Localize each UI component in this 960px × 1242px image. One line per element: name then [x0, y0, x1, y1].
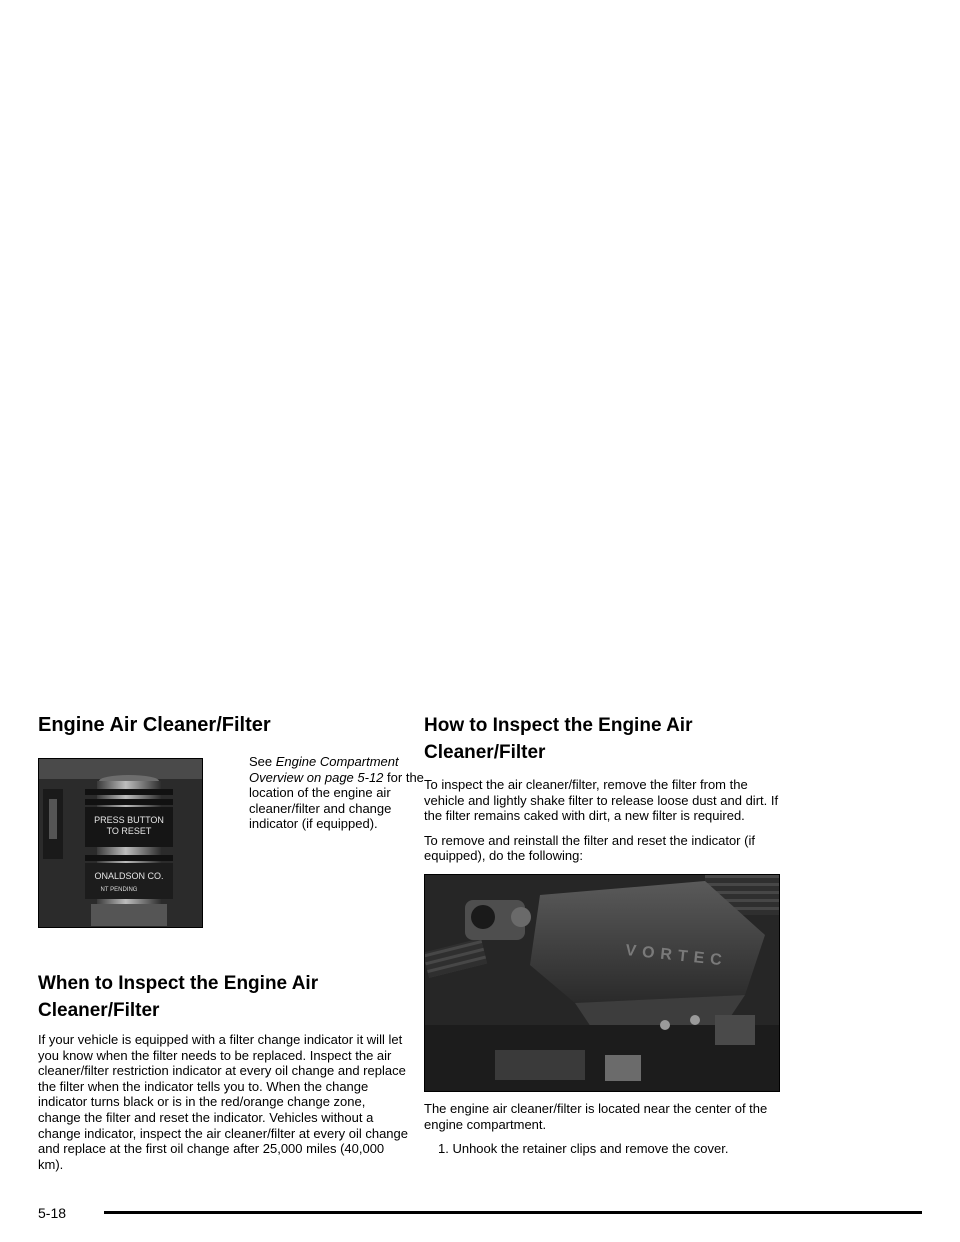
inspect-paragraph: To inspect the air cleaner/filter, remove the filter from the vehicle and lightly shake filter to release loose dust and dirt. If the filter remains caked with dirt, a new filter is required. [424, 777, 779, 824]
footer-rule [104, 1211, 922, 1214]
vortec-cover-label: VORTEC [624, 942, 729, 970]
engine-compartment-photo [424, 874, 780, 1092]
right-column [424, 712, 784, 1157]
see-prefix: See [249, 754, 273, 769]
indicator-label-line1: PRESS BUTTON [94, 815, 164, 825]
left-column [38, 712, 424, 1172]
indicator-label-line3: ONALDSON CO. [94, 871, 164, 881]
filter-intro-block [38, 754, 424, 930]
indicator-label-line4: NT PENDING [100, 887, 138, 893]
page-number: 5-18 [38, 1205, 67, 1221]
see-link[interactable]: Engine Compartment Overview on page 5-12 [249, 754, 399, 785]
engine-compartment-illustration [425, 875, 780, 1092]
step-1: 1. Unhook the retainer clips and remove the cover. [438, 1141, 729, 1157]
remove-reinstall-paragraph: To remove and reinstall the filter and reset the indicator (if equipped), do the following: [424, 832, 755, 864]
how-to-inspect-heading: How to Inspect the Engine Air Cleaner/Filter [424, 715, 693, 763]
see-suffix: for the location of the engine air cleaner/filter and change indicator (if equipped). [249, 769, 424, 832]
location-paragraph: The engine air cleaner/filter is located near the center of the engine compartment. [424, 1100, 768, 1132]
see-reference-text [249, 754, 435, 832]
when-to-inspect-heading: When to Inspect the Engine Air Cleaner/Filter [38, 973, 319, 1021]
when-to-inspect-body: If your vehicle is equipped with a filter change indicator it will let you know when the filter needs to be replaced. Inspect the air cleaner/filter restriction indicator at every oil change and replace the filter when the indicator tells you to. When the change indicator turns black or is in the red/orange change zone, change the filter and reset the indicator. Vehicles without a change indicator, inspect the air cleaner/filter at every oil change and replace at the first oil change after 25,000 miles (40,000 km). [38, 1032, 408, 1172]
indicator-label-line2: TO RESET [106, 826, 152, 836]
filter-indicator-photo [38, 758, 203, 928]
filter-indicator-illustration [39, 759, 203, 928]
section-title: Engine Air Cleaner/Filter [38, 714, 271, 736]
